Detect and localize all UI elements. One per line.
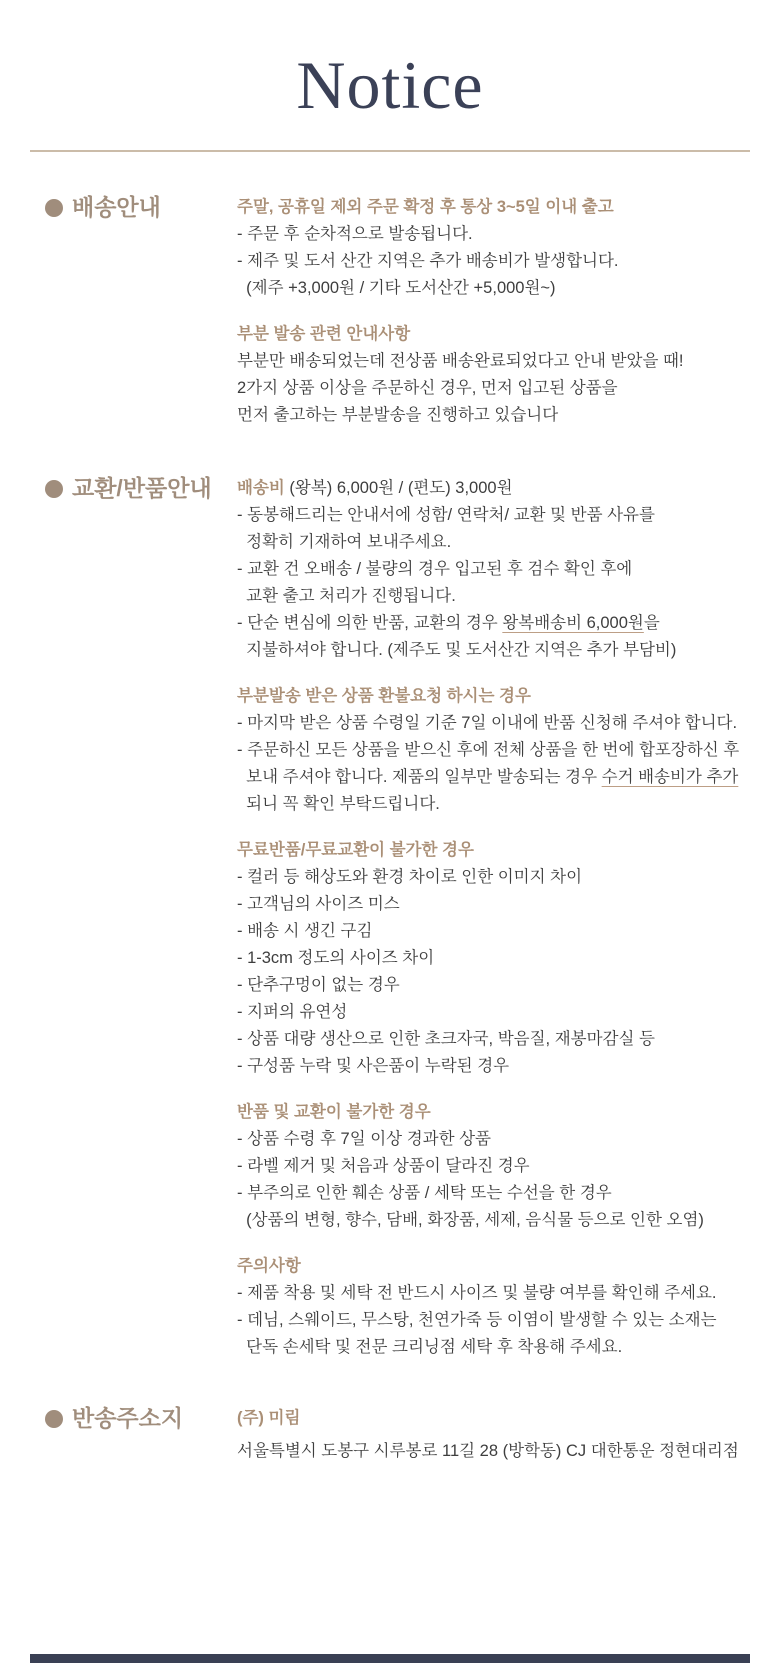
section-label-text: 교환/반품안내 xyxy=(72,475,212,502)
notice-line: 교환 출고 처리가 진행됩니다. xyxy=(237,587,456,606)
subheading-no-exchange: 반품 및 교환이 불가한 경우 xyxy=(237,1103,431,1122)
notice-line: - 라벨 제거 및 처음과 상품이 달라진 경우 xyxy=(237,1157,530,1176)
notice-line: 2가지 상품 이상을 주문하신 경우, 먼저 입고된 상품을 xyxy=(237,379,618,398)
notice-line: - 고객님의 사이즈 미스 xyxy=(237,895,400,914)
fee-accent: 배송비 xyxy=(237,479,285,498)
notice-line: - 지퍼의 유연성 xyxy=(237,1003,348,1022)
notice-line: - 동봉해드리는 안내서에 성함/ 연락처/ 교환 및 반품 사유를 xyxy=(237,506,655,525)
return-address-text: 서울특별시 도봉구 시루봉로 11길 28 (방학동) CJ 대한통운 정현대리점 xyxy=(237,1442,739,1461)
notice-line: - 컬러 등 해상도와 환경 차이로 인한 이미지 차이 xyxy=(237,868,583,887)
notice-line: 정확히 기재하여 보내주세요. xyxy=(237,533,452,552)
fee-rest: (왕복) 6,000원 / (편도) 3,000원 xyxy=(284,479,513,498)
section-shipping-content xyxy=(237,194,780,429)
no-exchange-block xyxy=(237,1099,746,1234)
notice-line: - 주문하신 모든 상품을 받으신 후에 전체 상품을 한 번에 합포장하신 후 xyxy=(237,741,740,760)
section-bullet-icon xyxy=(45,199,63,217)
notice-line: 되니 꼭 확인 부탁드립니다. xyxy=(237,795,440,814)
notice-line: - 배송 시 생긴 구김 xyxy=(237,922,373,941)
shipping-headline: 주말, 공휴일 제외 주문 확정 후 통상 3~5일 이내 출고 xyxy=(237,198,614,217)
notice-line: - 교환 건 오배송 / 불량의 경우 입고된 후 검수 확인 후에 xyxy=(237,560,633,579)
refund-block xyxy=(237,683,746,818)
fee-block xyxy=(237,475,746,664)
line-post: 을 xyxy=(643,614,660,633)
section-shipping-label xyxy=(0,194,237,221)
section-shipping xyxy=(0,194,780,429)
notice-line: - 상품 대량 생산으로 인한 초크자국, 박음질, 재봉마감실 등 xyxy=(237,1030,655,1049)
notice-line: 부분만 배송되었는데 전상품 배송완료되었다고 안내 받았을 때! xyxy=(237,352,684,371)
line-underline: 왕복배송비 6,000원 xyxy=(502,614,644,633)
subheading-refund: 부분발송 받은 상품 환불요청 하시는 경우 xyxy=(237,687,531,706)
section-exchange-content xyxy=(237,475,780,1361)
notice-line: (제주 +3,000원 / 기타 도서산간 +5,000원~) xyxy=(237,279,556,298)
return-company-name: (주) 미림 xyxy=(237,1409,301,1428)
footer-bar xyxy=(30,1654,750,1663)
notice-line-underlined xyxy=(237,764,746,791)
line-pre: - 단순 변심에 의한 반품, 교환의 경우 xyxy=(237,614,503,633)
section-exchange-label xyxy=(0,475,237,502)
section-bullet-icon xyxy=(45,1410,63,1428)
notice-line: - 주문 후 순차적으로 발송됩니다. xyxy=(237,225,473,244)
notice-line: - 부주의로 인한 훼손 상품 / 세탁 또는 수선을 한 경우 xyxy=(237,1184,612,1203)
page-title: Notice xyxy=(296,47,484,123)
section-return-address xyxy=(0,1405,780,1465)
notice-line: - 1-3cm 정도의 사이즈 차이 xyxy=(237,949,435,968)
section-label-text: 반송주소지 xyxy=(72,1405,184,1432)
title-divider xyxy=(30,150,750,152)
notice-line-underlined xyxy=(237,610,746,637)
notice-line: 지불하셔야 합니다. (제주도 및 도서산간 지역은 추가 부담비) xyxy=(237,641,677,660)
notice-line: - 데님, 스웨이드, 무스탕, 천연가죽 등 이염이 발생할 수 있는 소재는 xyxy=(237,1311,717,1330)
shipping-main-block xyxy=(237,194,746,302)
no-free-return-block xyxy=(237,837,746,1080)
line-pre: 보내 주셔야 합니다. 제품의 일부만 발송되는 경우 xyxy=(237,768,602,787)
fee-line xyxy=(237,475,746,502)
notice-line: - 상품 수령 후 7일 이상 경과한 상품 xyxy=(237,1130,491,1149)
notice-line: - 제품 착용 및 세탁 전 반드시 사이즈 및 불량 여부를 확인해 주세요. xyxy=(237,1284,717,1303)
notice-line: - 구성품 누락 및 사은품이 누락된 경우 xyxy=(237,1057,510,1076)
notice-line: - 제주 및 도서 산간 지역은 추가 배송비가 발생합니다. xyxy=(237,252,619,271)
notice-line: (상품의 변형, 향수, 담배, 화장품, 세제, 음식물 등으로 인한 오염) xyxy=(237,1211,704,1230)
section-exchange xyxy=(0,475,780,1361)
caution-block xyxy=(237,1253,746,1361)
section-return-address-content xyxy=(237,1405,780,1465)
section-return-address-label xyxy=(0,1405,237,1432)
subheading-caution: 주의사항 xyxy=(237,1257,301,1276)
subheading-no-free-return: 무료반품/무료교환이 불가한 경우 xyxy=(237,841,474,860)
subheading-partial-shipping: 부분 발송 관련 안내사항 xyxy=(237,325,411,344)
partial-shipping-block xyxy=(237,321,746,429)
line-underline: 수거 배송비가 추가 xyxy=(601,768,739,787)
notice-line: - 단추구멍이 없는 경우 xyxy=(237,976,400,995)
section-bullet-icon xyxy=(45,480,63,498)
section-label-text: 배송안내 xyxy=(72,194,161,221)
notice-line: - 마지막 받은 상품 수령일 기준 7일 이내에 반품 신청해 주셔야 합니다. xyxy=(237,714,738,733)
notice-line: 단독 손세탁 및 전문 크리닝점 세탁 후 착용해 주세요. xyxy=(237,1338,623,1357)
notice-line: 먼저 출고하는 부분발송을 진행하고 있습니다 xyxy=(237,406,559,425)
